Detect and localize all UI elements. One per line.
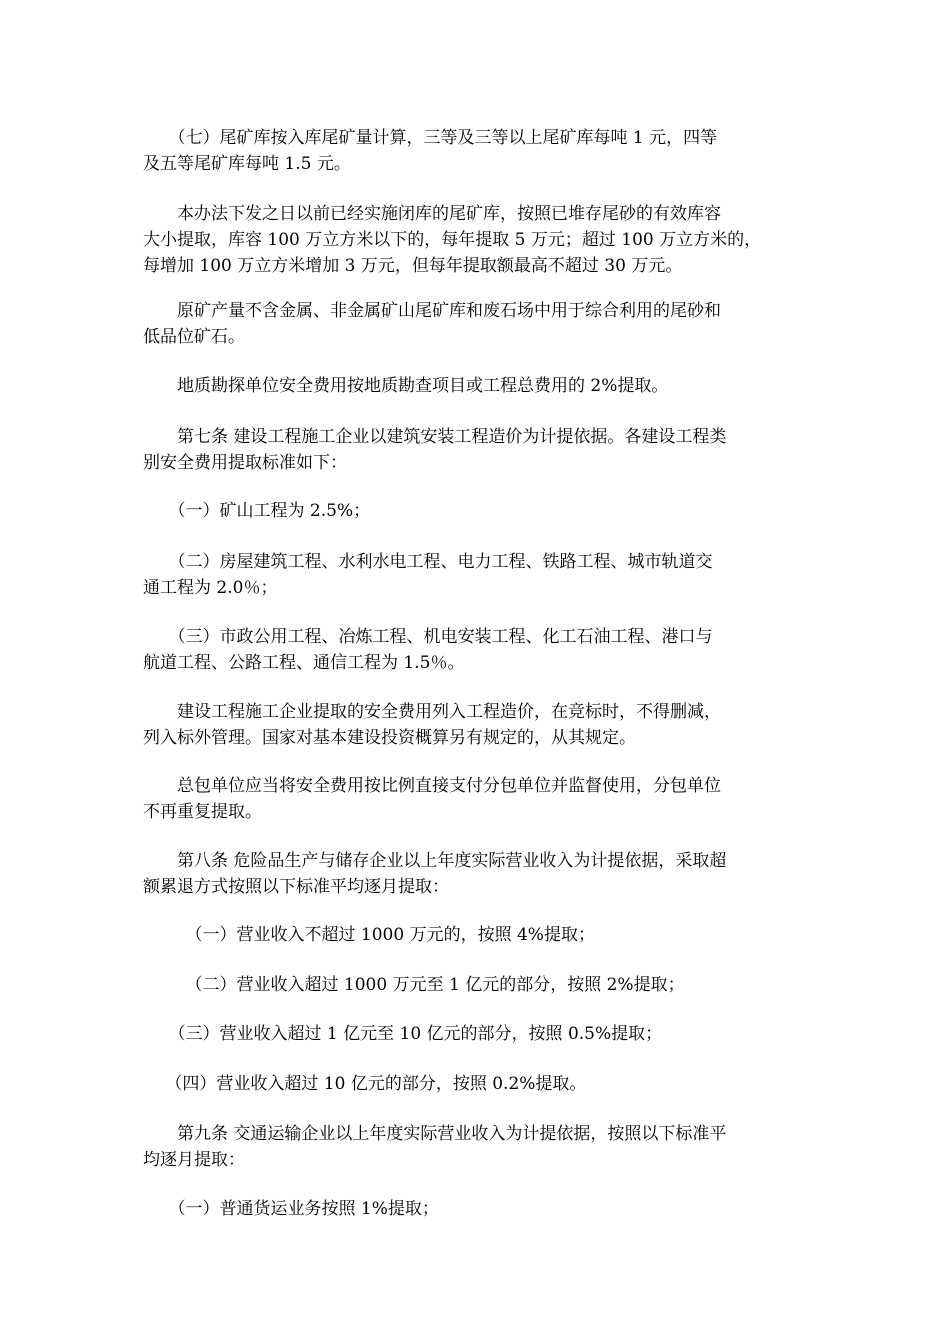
paragraph-tier-3 [143,1021,808,1047]
text-line: 额累退方式按照以下标准平均逐月提取： [143,877,449,897]
text-line: 均逐月提取： [143,1150,245,1170]
text-line: （二）房屋建筑工程、水利水电工程、电力工程、铁路工程、城市轨道交 [143,552,713,572]
paragraph-article-7 [143,424,808,476]
text-line: 大小提取，库容 100 万立方米以下的，每年提取 5 万元；超过 100 万立方米的， [143,230,762,250]
text-line: 别安全费用提取标准如下： [143,453,347,473]
text-line: 每增加 100 万立方米增加 3 万元，但每年提取额最高不超过 30 万元。 [143,256,683,276]
paragraph-subcontract [143,773,808,825]
text-line: （一）矿山工程为 2.5%； [143,501,371,521]
text-line: 第九条 交通运输企业以上年度实际营业收入为计提依据，按照以下标准平 [143,1124,727,1144]
paragraph-item-1 [143,498,808,524]
text-line: 原矿产量不含金属、非金属矿山尾矿库和废石场中用于综合利用的尾砂和 [143,301,721,321]
text-line: （四）营业收入超过 10 亿元的部分，按照 0.2%提取。 [143,1074,587,1094]
paragraph-freight [143,1196,808,1222]
text-line: 地质勘探单位安全费用按地质勘查项目或工程总费用的 2%提取。 [143,376,669,396]
paragraph-tailings-rate [143,125,808,177]
paragraph-item-2 [143,549,808,601]
text-line: 低品位矿石。 [143,327,245,347]
paragraph-tier-4 [143,1071,808,1097]
text-line: 建设工程施工企业提取的安全费用列入工程造价，在竞标时，不得删减， [143,702,721,722]
text-line: （三）市政公用工程、冶炼工程、机电安装工程、化工石油工程、港口与 [143,627,713,647]
text-line: 不再重复提取。 [143,802,262,822]
text-line: 第七条 建设工程施工企业以建筑安装工程造价为计提依据。各建设工程类 [143,427,727,447]
text-line: 列入标外管理。国家对基本建设投资概算另有规定的，从其规定。 [143,728,636,748]
paragraph-closed-tailings [143,201,808,279]
text-line: （三）营业收入超过 1 亿元至 10 亿元的部分，按照 0.5%提取； [143,1024,663,1044]
text-line: （七）尾矿库按入库尾矿量计算，三等及三等以上尾矿库每吨 1 元，四等 [143,128,718,148]
paragraph-article-9 [143,1121,808,1173]
paragraph-item-3 [143,624,808,676]
text-line: （一）普通货运业务按照 1%提取； [143,1199,439,1219]
text-line: （一）营业收入不超过 1000 万元的，按照 4%提取； [143,925,595,945]
paragraph-geological [143,373,808,399]
paragraph-construction-cost [143,699,808,751]
text-line: （二）营业收入超过 1000 万元至 1 亿元的部分，按照 2%提取； [143,975,685,995]
paragraph-ore-output [143,298,808,350]
text-line: 第八条 危险品生产与储存企业以上年度实际营业收入为计提依据，采取超 [143,851,727,871]
paragraph-tier-2 [143,972,808,998]
text-line: 本办法下发之日以前已经实施闭库的尾矿库，按照已堆存尾砂的有效库容 [143,204,721,224]
text-line: 通工程为 2.0％； [143,578,278,598]
text-line: 及五等尾矿库每吨 1.5 元。 [143,154,351,174]
text-line: 总包单位应当将安全费用按比例直接支付分包单位并监督使用，分包单位 [143,776,721,796]
paragraph-tier-1 [143,922,808,948]
paragraph-article-8 [143,848,808,900]
text-line: 航道工程、公路工程、通信工程为 1.5％。 [143,653,465,673]
